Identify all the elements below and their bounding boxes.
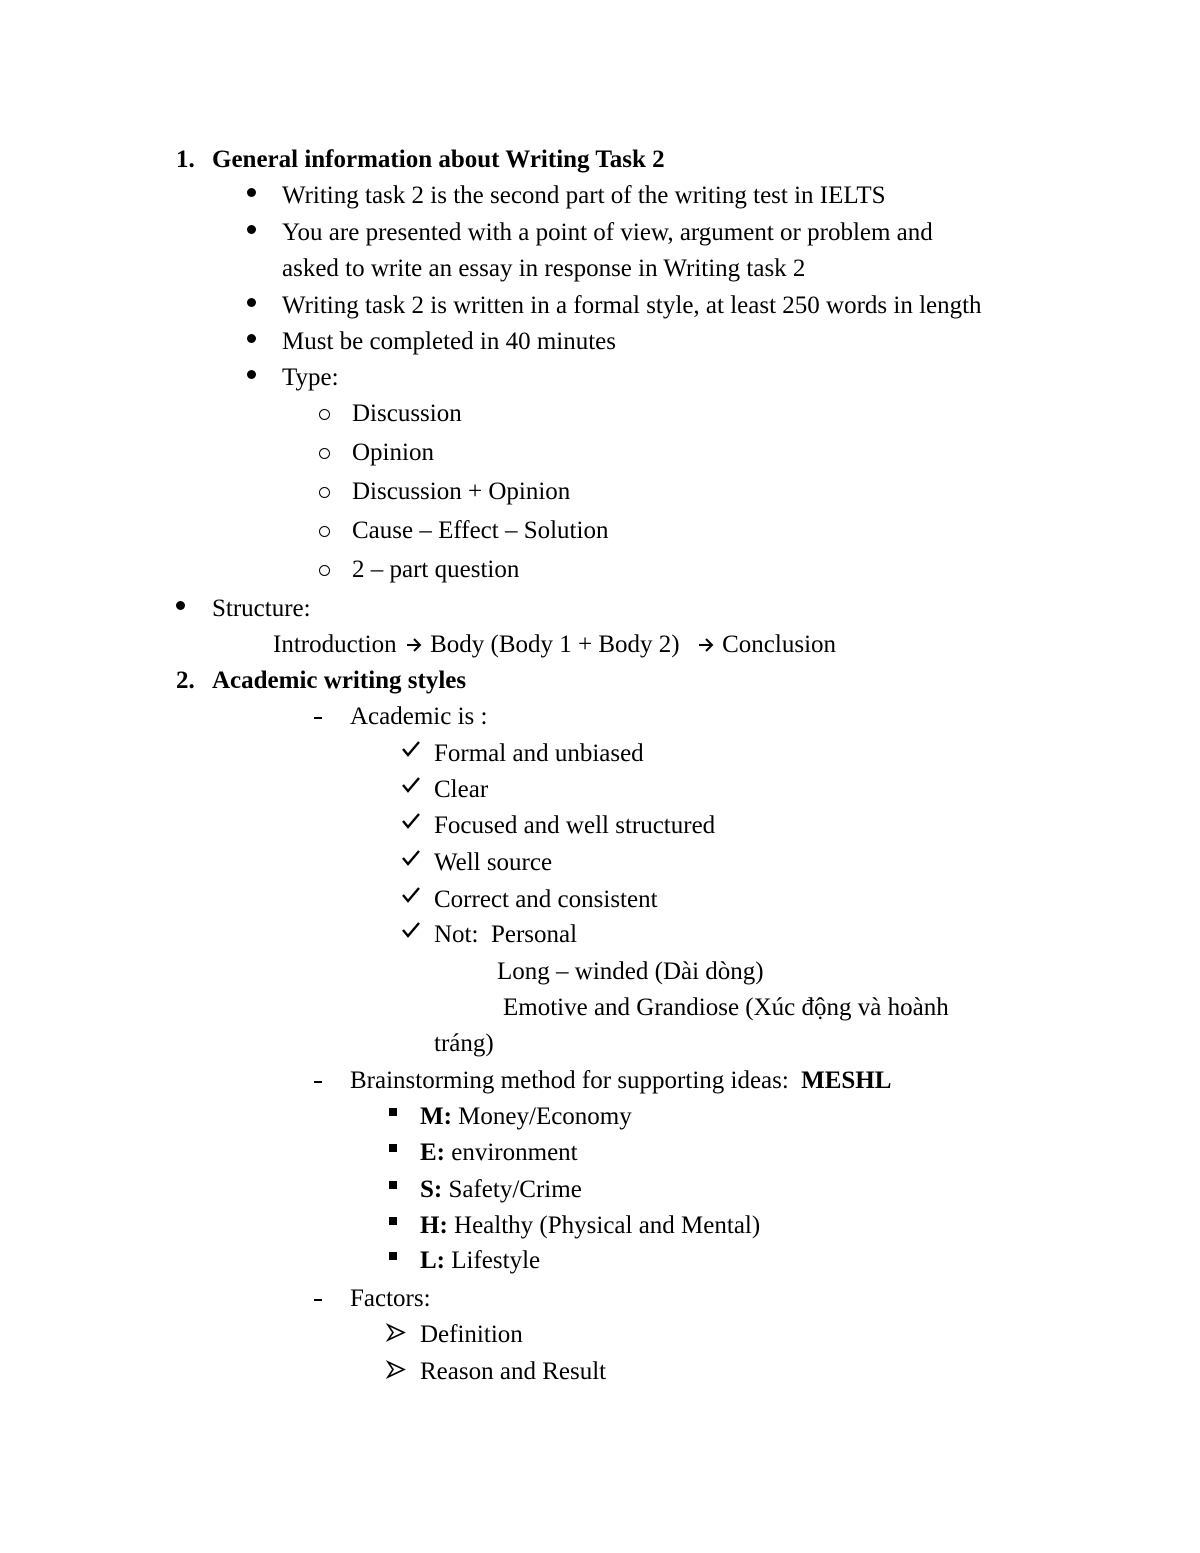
list-item-continuation: asked to write an essay in response in Writing task 2	[282, 255, 806, 282]
check-item: Not: Personal	[434, 921, 578, 948]
arrowhead-bullet-icon	[387, 1361, 405, 1378]
list-item: Writing task 2 is the second part of the writing test in IELTS	[282, 182, 886, 209]
checkmark-icon	[402, 777, 420, 793]
section-2-heading: Academic writing styles	[212, 667, 467, 694]
section-2-number: 2.	[176, 667, 195, 694]
bullet-dot-icon	[247, 188, 256, 197]
list-item: Writing task 2 is written in a formal style, at least 250 words in length	[282, 292, 982, 319]
dash-bullet-icon	[314, 717, 322, 719]
checkmark-icon	[402, 850, 420, 866]
meshl-item: S: Safety/Crime	[420, 1176, 582, 1203]
square-bullet-icon	[389, 1217, 397, 1225]
not-item: Long – winded (Dài dòng)	[497, 958, 764, 985]
not-item: Emotive and Grandiose (Xúc động và hoành	[503, 994, 949, 1021]
meshl-item: H: Healthy (Physical and Mental)	[420, 1212, 761, 1239]
right-arrow-icon	[698, 637, 714, 653]
type-item: Discussion	[352, 400, 462, 427]
type-item: Cause – Effect – Solution	[352, 517, 609, 544]
type-item: Discussion + Opinion	[352, 478, 571, 505]
square-bullet-icon	[389, 1252, 397, 1260]
not-item-continuation: tráng)	[434, 1030, 494, 1057]
section-1-heading: General information about Writing Task 2	[212, 146, 665, 173]
square-bullet-icon	[389, 1181, 397, 1189]
brainstorm-line	[350, 1068, 891, 1093]
checkmark-icon	[402, 741, 420, 757]
structure-label: Structure:	[212, 595, 311, 622]
dash-bullet-icon	[314, 1081, 322, 1083]
bullet-dot-icon	[247, 370, 256, 379]
structure-part-introduction: Introduction	[273, 631, 397, 658]
bullet-dot-icon	[247, 298, 256, 307]
square-bullet-icon	[389, 1144, 397, 1152]
list-item: You are presented with a point of view, argument or problem and	[282, 219, 933, 246]
brainstorm-label: Brainstorming method for supporting ideas:	[350, 1067, 789, 1094]
list-item: Must be completed in 40 minutes	[282, 328, 616, 355]
factor-item: Definition	[420, 1321, 523, 1348]
meshl-item: M: Money/Economy	[420, 1103, 632, 1130]
factors-label: Factors:	[350, 1285, 431, 1312]
check-item: Correct and consistent	[434, 886, 658, 913]
type-item: 2 – part question	[352, 556, 520, 583]
hollow-circle-icon	[319, 487, 330, 498]
brainstorm-acronym: MESHL	[801, 1067, 892, 1094]
hollow-circle-icon	[319, 409, 330, 420]
check-item: Focused and well structured	[434, 812, 716, 839]
checkmark-icon	[402, 813, 420, 829]
academic-label: Academic is :	[350, 703, 488, 730]
hollow-circle-icon	[319, 565, 330, 576]
dash-bullet-icon	[314, 1299, 322, 1301]
hollow-circle-icon	[319, 526, 330, 537]
structure-flow	[273, 632, 836, 657]
arrowhead-bullet-icon	[387, 1324, 405, 1341]
square-bullet-icon	[389, 1108, 397, 1116]
check-item: Clear	[434, 776, 489, 803]
right-arrow-icon	[406, 637, 422, 653]
meshl-item: E: environment	[420, 1139, 578, 1166]
factor-item: Reason and Result	[420, 1358, 607, 1385]
bullet-dot-icon	[176, 601, 185, 610]
check-item: Well source	[434, 849, 553, 876]
checkmark-icon	[402, 887, 420, 903]
type-item: Opinion	[352, 439, 434, 466]
checkmark-icon	[402, 922, 420, 938]
bullet-dot-icon	[247, 225, 256, 234]
check-item: Formal and unbiased	[434, 740, 644, 767]
meshl-item: L: Lifestyle	[420, 1247, 541, 1274]
list-item: Type:	[282, 364, 339, 391]
hollow-circle-icon	[319, 448, 330, 459]
section-1-number: 1.	[176, 146, 195, 173]
structure-part-conclusion: Conclusion	[722, 631, 837, 658]
structure-part-body: Body (Body 1 + Body 2)	[430, 631, 680, 658]
bullet-dot-icon	[247, 334, 256, 343]
